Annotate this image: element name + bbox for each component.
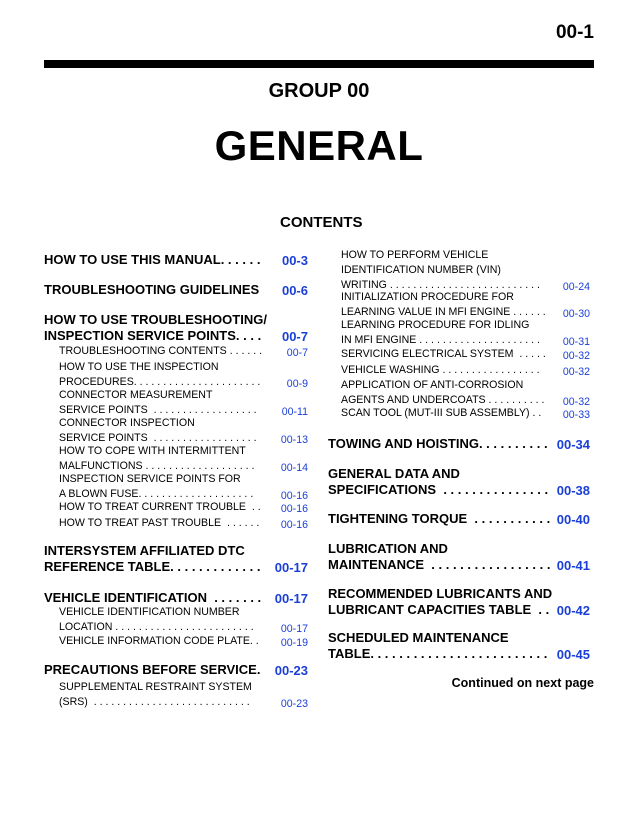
toc-subentry-title: CONNECTOR MEASUREMENT SERVICE POINTS . . . . . . . . . . . . . . . . . . <box>59 389 257 416</box>
toc-subentry-page-link[interactable]: 00-7 <box>286 347 308 359</box>
group-title: GROUP 00 <box>268 80 370 102</box>
toc-subentry-title: HOW TO TREAT PAST TROUBLE . . . . . . <box>59 517 260 529</box>
toc-entry-title: VEHICLE IDENTIFICATION . . . . . . . <box>44 590 262 605</box>
toc-entry-page-link[interactable]: 00-6 <box>281 283 308 298</box>
toc-subentry-title: HOW TO TREAT CURRENT TROUBLE . . <box>59 501 261 513</box>
toc-subentry[interactable] <box>341 406 590 421</box>
toc-subentry-page-link[interactable]: 00-16 <box>280 519 308 531</box>
toc-subentry[interactable] <box>59 444 308 474</box>
toc-subentry-page-link[interactable]: 00-32 <box>562 350 590 362</box>
toc-entry-title: GENERAL DATA AND SPECIFICATIONS . . . . . . . . . . . . . . . <box>328 466 549 497</box>
toc-subentry-page-link[interactable]: 00-16 <box>280 503 308 515</box>
toc-subentry[interactable] <box>59 605 308 635</box>
toc-subentry-title: HOW TO USE THE INSPECTION PROCEDURES. . . . . . . . . . . . . . . . . . . . . . <box>59 361 261 388</box>
toc-entry[interactable] <box>44 252 308 268</box>
toc-entry-title: INTERSYSTEM AFFILIATED DTC REFERENCE TABLE. . . . . . . . . . . . . <box>44 543 261 574</box>
toc-entry-page-link[interactable]: 00-17 <box>274 591 308 606</box>
toc-subentry-page-link[interactable]: 00-32 <box>562 396 590 408</box>
toc-entry-page-link[interactable]: 00-41 <box>556 558 590 573</box>
toc-subentry-title: INITIALIZATION PROCEDURE FOR LEARNING VALUE IN MFI ENGINE . . . . . . <box>341 291 546 318</box>
toc-entry-page-link[interactable]: 00-40 <box>556 512 590 527</box>
toc-entry-title: TROUBLESHOOTING GUIDELINES <box>44 282 260 297</box>
toc-entry-page-link[interactable]: 00-38 <box>556 483 590 498</box>
toc-subentry[interactable] <box>341 347 590 362</box>
toc-subentry-page-link[interactable]: 00-16 <box>280 490 308 502</box>
toc-entry[interactable] <box>44 282 308 298</box>
contents-heading: CONTENTS <box>280 214 363 231</box>
toc-subentry-page-link[interactable]: 00-9 <box>286 378 308 390</box>
toc-entry[interactable] <box>328 511 590 527</box>
toc-entry[interactable] <box>328 630 590 662</box>
toc-entry-page-link[interactable]: 00-34 <box>556 437 590 452</box>
toc-entry-title: LUBRICATION AND MAINTENANCE . . . . . . . . . . . . . . . . . <box>328 541 551 572</box>
toc-subentry[interactable] <box>341 363 590 378</box>
toc-subentry-page-link[interactable]: 00-33 <box>562 409 590 421</box>
toc-subentry-page-link[interactable]: 00-30 <box>562 308 590 320</box>
toc-entry-title: SCHEDULED MAINTENANCE TABLE. . . . . . . . . . . . . . . . . . . . . . . . . <box>328 630 548 661</box>
toc-subentry[interactable] <box>59 516 308 531</box>
toc-subentry-title: TROUBLESHOOTING CONTENTS . . . . . . <box>59 345 263 357</box>
toc-entry-title: RECOMMENDED LUBRICANTS AND LUBRICANT CAPACITIES TABLE . . <box>328 586 553 617</box>
toc-subentry-page-link[interactable]: 00-17 <box>280 623 308 635</box>
toc-subentry-title: SCAN TOOL (MUT-III SUB ASSEMBLY) . . <box>341 407 542 419</box>
toc-subentry-page-link[interactable]: 00-13 <box>280 434 308 446</box>
toc-entry[interactable] <box>328 586 590 618</box>
toc-entry-title: HOW TO USE THIS MANUAL. . . . . . <box>44 252 261 267</box>
toc-entry[interactable] <box>328 541 590 573</box>
header-rule <box>44 60 594 68</box>
toc-subentry-page-link[interactable]: 00-23 <box>280 698 308 710</box>
toc-subentry[interactable] <box>341 290 590 320</box>
toc-subentry-title: INSPECTION SERVICE POINTS FOR A BLOWN FUSE. . . . . . . . . . . . . . . . . . . . <box>59 473 254 500</box>
toc-subentry[interactable] <box>59 680 308 710</box>
toc-subentry[interactable] <box>59 360 308 390</box>
toc-subentry[interactable] <box>341 248 590 293</box>
toc-subentry-title: VEHICLE WASHING . . . . . . . . . . . . . . . . . <box>341 364 540 376</box>
toc-entry[interactable] <box>44 590 308 606</box>
toc-entry-page-link[interactable]: 00-3 <box>281 253 308 268</box>
toc-subentry-title: VEHICLE INFORMATION CODE PLATE. . <box>59 635 259 647</box>
toc-subentry-title: LEARNING PROCEDURE FOR IDLING IN MFI ENGINE . . . . . . . . . . . . . . . . . . . . . <box>341 319 540 346</box>
page-title: GENERAL <box>214 122 424 169</box>
toc-subentry-page-link[interactable]: 00-32 <box>562 366 590 378</box>
toc-entry-page-link[interactable]: 00-42 <box>556 603 590 618</box>
toc-entry[interactable] <box>44 662 308 678</box>
toc-subentry-page-link[interactable]: 00-19 <box>280 637 308 649</box>
toc-subentry[interactable] <box>341 318 590 348</box>
toc-entry-page-link[interactable]: 00-23 <box>274 663 308 678</box>
continued-note: Continued on next page <box>451 676 594 690</box>
toc-entry[interactable] <box>44 543 308 575</box>
toc-subentry[interactable] <box>59 388 308 418</box>
toc-subentry[interactable] <box>59 416 308 446</box>
toc-subentry-page-link[interactable]: 00-14 <box>280 462 308 474</box>
toc-entry-title: HOW TO USE TROUBLESHOOTING/ INSPECTION SERVICE POINTS. . . . <box>44 312 267 343</box>
toc-subentry-title: VEHICLE IDENTIFICATION NUMBER LOCATION . . . . . . . . . . . . . . . . . . . . . . . . <box>59 606 254 633</box>
toc-subentry[interactable] <box>59 472 308 502</box>
toc-subentry-page-link[interactable]: 00-11 <box>281 406 308 418</box>
toc-subentry[interactable] <box>341 378 590 408</box>
toc-subentry-page-link[interactable]: 00-31 <box>562 336 590 348</box>
toc-subentry-title: SERVICING ELECTRICAL SYSTEM . . . . . <box>341 348 546 360</box>
toc-entry-page-link[interactable]: 00-45 <box>556 647 590 662</box>
toc-subentry-title: APPLICATION OF ANTI-CORROSION AGENTS AND UNDERCOATS . . . . . . . . . . <box>341 379 545 406</box>
toc-entry-page-link[interactable]: 00-7 <box>281 329 308 344</box>
toc-subentry-title: HOW TO PERFORM VEHICLE IDENTIFICATION NUMBER (VIN) WRITING . . . . . . . . . . . . . . . . . . . . . . . . . . <box>341 249 540 291</box>
toc-subentry-title: HOW TO COPE WITH INTERMITTENT MALFUNCTIONS . . . . . . . . . . . . . . . . . . . <box>59 445 255 472</box>
toc-subentry-title: CONNECTOR INSPECTION SERVICE POINTS . . . . . . . . . . . . . . . . . . <box>59 417 257 444</box>
toc-entry-title: PRECAUTIONS BEFORE SERVICE. <box>44 662 261 677</box>
toc-entry[interactable] <box>44 312 308 344</box>
toc-subentry[interactable] <box>59 500 308 515</box>
toc-subentry-page-link[interactable]: 00-24 <box>562 281 590 293</box>
toc-subentry-title: SUPPLEMENTAL RESTRAINT SYSTEM (SRS) . . . . . . . . . . . . . . . . . . . . . . . . . . . <box>59 681 252 708</box>
toc-entry-title: TOWING AND HOISTING. . . . . . . . . . <box>328 436 548 451</box>
toc-entry-title: TIGHTENING TORQUE . . . . . . . . . . . <box>328 511 551 526</box>
toc-subentry[interactable] <box>59 344 308 359</box>
toc-entry-page-link[interactable]: 00-17 <box>274 560 308 575</box>
toc-entry[interactable] <box>328 436 590 452</box>
toc-subentry[interactable] <box>59 634 308 649</box>
page-number: 00-1 <box>555 22 594 43</box>
toc-entry[interactable] <box>328 466 590 498</box>
